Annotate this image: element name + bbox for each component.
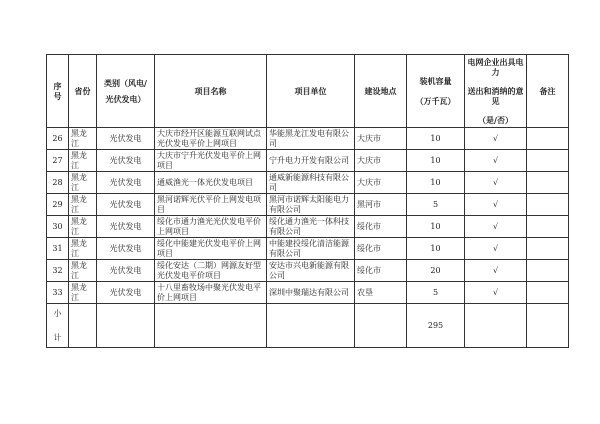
empty-cell xyxy=(267,304,355,348)
cell-capacity: 10 xyxy=(407,150,465,172)
cell-capacity: 5 xyxy=(407,194,465,216)
cell-province: 黑龙江 xyxy=(69,260,97,282)
cell-location: 大庆市 xyxy=(355,172,407,194)
empty-cell xyxy=(97,304,155,348)
cell-seq: 31 xyxy=(47,238,69,260)
cell-location: 绥化市 xyxy=(355,216,407,238)
cell-remark xyxy=(527,216,569,238)
empty-cell xyxy=(69,304,97,348)
cell-project-unit: 中能建投绥化清洁能源有限公司 xyxy=(267,238,355,260)
cell-category: 光伏发电 xyxy=(97,194,155,216)
empty-cell xyxy=(465,304,527,348)
cell-capacity: 5 xyxy=(407,282,465,304)
cell-remark xyxy=(527,194,569,216)
cell-remark xyxy=(527,260,569,282)
total-label: 小 计 xyxy=(47,304,69,348)
cell-project-name: 绥化市通力渔光光伏发电平价上网项目 xyxy=(155,216,267,238)
header-location: 建设地点 xyxy=(355,55,407,128)
cell-remark xyxy=(527,238,569,260)
total-capacity: 295 xyxy=(407,304,465,348)
header-seq: 序 号 xyxy=(47,55,69,128)
cell-project-name: 通威渔光一体光伏发电项目 xyxy=(155,172,267,194)
cell-seq: 30 xyxy=(47,216,69,238)
cell-province: 黑龙江 xyxy=(69,194,97,216)
cell-opinion: √ xyxy=(465,172,527,194)
cell-opinion: √ xyxy=(465,194,527,216)
cell-project-unit: 深圳中聚瑞达有限公司 xyxy=(267,282,355,304)
cell-location: 大庆市 xyxy=(355,150,407,172)
cell-province: 黑龙江 xyxy=(69,216,97,238)
header-category: 类别（风电/ 光伏发电） xyxy=(97,55,155,128)
cell-opinion: √ xyxy=(465,150,527,172)
cell-location: 绥化市 xyxy=(355,260,407,282)
cell-category: 光伏发电 xyxy=(97,216,155,238)
cell-project-name: 绥化中能建光伏发电平价上网项目 xyxy=(155,238,267,260)
header-row xyxy=(47,55,569,128)
cell-remark xyxy=(527,172,569,194)
cell-project-unit: 通威新能源科技有限公司 xyxy=(267,172,355,194)
cell-project-unit: 绥化通力渔光一体科技有限公司 xyxy=(267,216,355,238)
cell-opinion: √ xyxy=(465,260,527,282)
header-capacity: 装机容量 （万千瓦） xyxy=(407,55,465,128)
header-remark: 备注 xyxy=(527,55,569,128)
cell-opinion: √ xyxy=(465,128,527,150)
cell-capacity: 10 xyxy=(407,172,465,194)
project-table xyxy=(46,54,569,348)
cell-province: 黑龙江 xyxy=(69,128,97,150)
table-row xyxy=(47,172,569,194)
cell-remark xyxy=(527,128,569,150)
cell-remark xyxy=(527,282,569,304)
cell-remark xyxy=(527,150,569,172)
cell-category: 光伏发电 xyxy=(97,128,155,150)
header-province: 省份 xyxy=(69,55,97,128)
cell-opinion: √ xyxy=(465,282,527,304)
header-project-name: 项目名称 xyxy=(155,55,267,128)
header-project-unit: 项目单位 xyxy=(267,55,355,128)
cell-category: 光伏发电 xyxy=(97,150,155,172)
cell-project-unit: 华能黑龙江发电有限公司 xyxy=(267,128,355,150)
empty-cell xyxy=(155,304,267,348)
cell-project-unit: 宁升电力开发有限公司 xyxy=(267,150,355,172)
cell-seq: 33 xyxy=(47,282,69,304)
cell-province: 黑龙江 xyxy=(69,238,97,260)
cell-project-name: 大庆市宁升光伏发电平价上网项目 xyxy=(155,150,267,172)
cell-capacity: 20 xyxy=(407,260,465,282)
cell-location: 农垦 xyxy=(355,282,407,304)
cell-location: 黑河市 xyxy=(355,194,407,216)
cell-seq: 28 xyxy=(47,172,69,194)
cell-opinion: √ xyxy=(465,216,527,238)
cell-project-name: 黑河诺辉光伏平价上网发电项目 xyxy=(155,194,267,216)
cell-opinion: √ xyxy=(465,238,527,260)
cell-category: 光伏发电 xyxy=(97,172,155,194)
cell-province: 黑龙江 xyxy=(69,282,97,304)
cell-category: 光伏发电 xyxy=(97,238,155,260)
cell-project-name: 绥化安达（二期）网源友好型光伏发电平价项目 xyxy=(155,260,267,282)
cell-capacity: 10 xyxy=(407,238,465,260)
cell-seq: 29 xyxy=(47,194,69,216)
table-row xyxy=(47,150,569,172)
table-row xyxy=(47,282,569,304)
cell-seq: 32 xyxy=(47,260,69,282)
total-row xyxy=(47,304,569,348)
cell-capacity: 10 xyxy=(407,216,465,238)
cell-province: 黑龙江 xyxy=(69,150,97,172)
cell-category: 光伏发电 xyxy=(97,282,155,304)
cell-project-unit: 黑河市诺辉太阳能电力有限公司 xyxy=(267,194,355,216)
cell-project-name: 十八里畜牧场中聚光伏发电平价上网项目 xyxy=(155,282,267,304)
cell-category: 光伏发电 xyxy=(97,260,155,282)
cell-location: 绥化市 xyxy=(355,238,407,260)
cell-seq: 27 xyxy=(47,150,69,172)
header-opinion: 电网企业出具电力 送出和消纳的意见 （是/否） xyxy=(465,55,527,128)
table-row xyxy=(47,260,569,282)
cell-province: 黑龙江 xyxy=(69,172,97,194)
table-row xyxy=(47,238,569,260)
empty-cell xyxy=(355,304,407,348)
cell-project-unit: 安达市兴电新能源有限公司 xyxy=(267,260,355,282)
cell-seq: 26 xyxy=(47,128,69,150)
cell-capacity: 10 xyxy=(407,128,465,150)
table-row xyxy=(47,216,569,238)
table-row xyxy=(47,194,569,216)
cell-project-name: 大庆市经开区能源互联网试点光伏发电平价上网项目 xyxy=(155,128,267,150)
cell-location: 大庆市 xyxy=(355,128,407,150)
empty-cell xyxy=(527,304,569,348)
table-row xyxy=(47,128,569,150)
